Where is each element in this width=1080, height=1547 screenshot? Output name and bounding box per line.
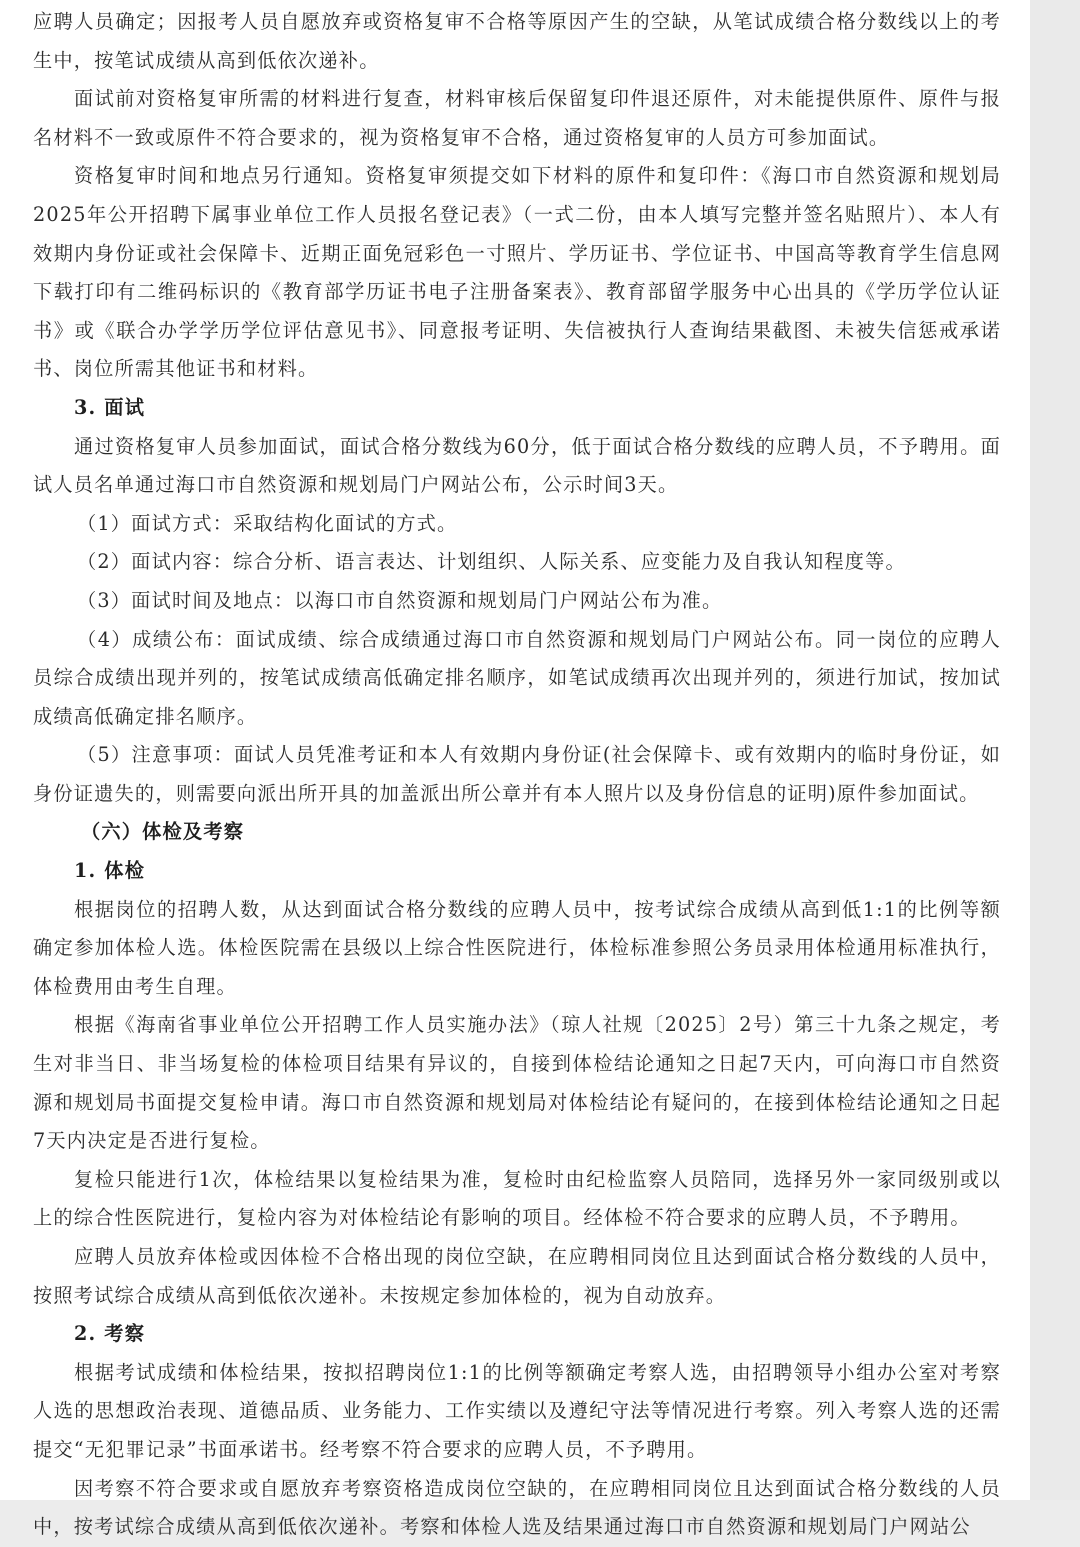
paragraph-review-materials-check: 面试前对资格复审所需的材料进行复查，材料审核后保留复印件退还原件，对未能提供原件、原件与报名材料不一致或原件不符合要求的，视为资格复审不合格，通过资格复审的人员方可参加面试。 bbox=[33, 87, 1001, 149]
item-score-announcement: （4）成绩公布：面试成绩、综合成绩通过海口市自然资源和规划局门户网站公布。同一岗位的应聘人员综合成绩出现并列的，按笔试成绩高低确定排名顺序，如笔试成绩再次出现并列的，须进行加试，按加试成绩高低确定排名顺序。 bbox=[33, 627, 1001, 728]
heading-inspection: 2. 考察 bbox=[74, 1322, 146, 1346]
paragraph-continuation: 应聘人员确定；因报考人员自愿放弃或资格复审不合格等原因产生的空缺，从笔试成绩合格分数线以上的考生中，按笔试成绩从高到低依次递补。 bbox=[33, 10, 1001, 72]
item-interview-time-place: （3）面试时间及地点：以海口市自然资源和规划局门户网站公布为准。 bbox=[77, 588, 723, 612]
heading-interview: 3. 面试 bbox=[74, 395, 146, 419]
item-interview-content: （2）面试内容：综合分析、语言表达、计划组织、人际关系、应变能力及自我认知程度等。 bbox=[77, 550, 906, 574]
document-content bbox=[33, 3, 1001, 1547]
paragraph-interview-intro: 通过资格复审人员参加面试，面试合格分数线为60分，低于面试合格分数线的应聘人员，不予聘用。面试人员名单通过海口市自然资源和规划局门户网站公布，公示时间3天。 bbox=[33, 434, 1001, 497]
paragraph-inspection-vacancy: 因考察不符合要求或自愿放弃考察资格造成岗位空缺的，在应聘相同岗位且达到面试合格分数线的人员中，按考试综合成绩从高到低依次递补。考察和体检人选及结果通过海口市自然资源和规划局门户网站公 bbox=[33, 1476, 1001, 1539]
item-interview-method: （1）面试方式：采取结构化面试的方式。 bbox=[77, 511, 458, 535]
heading-medical-exam: 1. 体检 bbox=[74, 859, 146, 883]
paragraph-medical-recheck-rule: 根据《海南省事业单位公开招聘工作人员实施办法》（琼人社规〔2025〕2号）第三十九条之规定，考生对非当日、非当场复检的体检项目结果有异议的，自接到体检结论通知之日起7天内，可向海口市自然资源和规划局书面提交复检申请。海口市自然资源和规划局对体检结论有疑问的，在接到体检结论通知之日起7天内决定是否进行复检。 bbox=[33, 1013, 1001, 1153]
paragraph-inspection-selection: 根据考试成绩和体检结果，按拟招聘岗位1:1的比例等额确定考察人选，由招聘领导小组办公室对考察人选的思想政治表现、道德品质、业务能力、工作实绩以及遵纪守法等情况进行考察。列入考察人选的还需提交“无犯罪记录”书面承诺书。经考察不符合要求的应聘人员，不予聘用。 bbox=[33, 1360, 1001, 1461]
paragraph-review-documents: 资格复审时间和地点另行通知。资格复审须提交如下材料的原件和复印件：《海口市自然资源和规划局2025年公开招聘下属事业单位工作人员报名登记表》（一式二份，由本人填写完整并签名贴照片）、本人有效期内身份证或社会保障卡、近期正面免冠彩色一寸照片、学历证书、学位证书、中国高等教育学生信息网下载打印有二维码标识的《教育部学历证书电子注册备案表》、教育部留学服务中心出具的《学历学位认证书》或《联合办学学历学位评估意见书》、同意报考证明、失信被执行人查询结果截图、未被失信惩戒承诺书、岗位所需其他证书和材料。 bbox=[33, 164, 1001, 381]
scroll-gutter bbox=[1030, 0, 1080, 1500]
item-notes: （5）注意事项：面试人员凭准考证和本人有效期内身份证(社会保障卡、或有效期内的临时身份证，如身份证遗失的，则需要向派出所开具的加盖派出所公章并有本人照片以及身份信息的证明)原件参加面试。 bbox=[33, 743, 1001, 805]
paragraph-medical-vacancy: 应聘人员放弃体检或因体检不合格出现的岗位空缺，在应聘相同岗位且达到面试合格分数线的人员中，按照考试综合成绩从高到低依次递补。未按规定参加体检的，视为自动放弃。 bbox=[33, 1245, 1001, 1307]
paragraph-medical-exam-selection: 根据岗位的招聘人数，从达到面试合格分数线的应聘人员中，按考试综合成绩从高到低1:1的比例等额确定参加体检人选。体检医院需在县级以上综合性医院进行，体检标准参照公务员录用体检通用标准执行，体检费用由考生自理。 bbox=[33, 897, 1001, 998]
paragraph-medical-recheck-once: 复检只能进行1次，体检结果以复检结果为准，复检时由纪检监察人员陪同，选择另外一家同级别或以上的综合性医院进行，复检内容为对体检结论有影响的项目。经体检不符合要求的应聘人员，不予聘用。 bbox=[33, 1167, 1001, 1230]
heading-section-six: （六）体检及考察 bbox=[81, 820, 245, 844]
